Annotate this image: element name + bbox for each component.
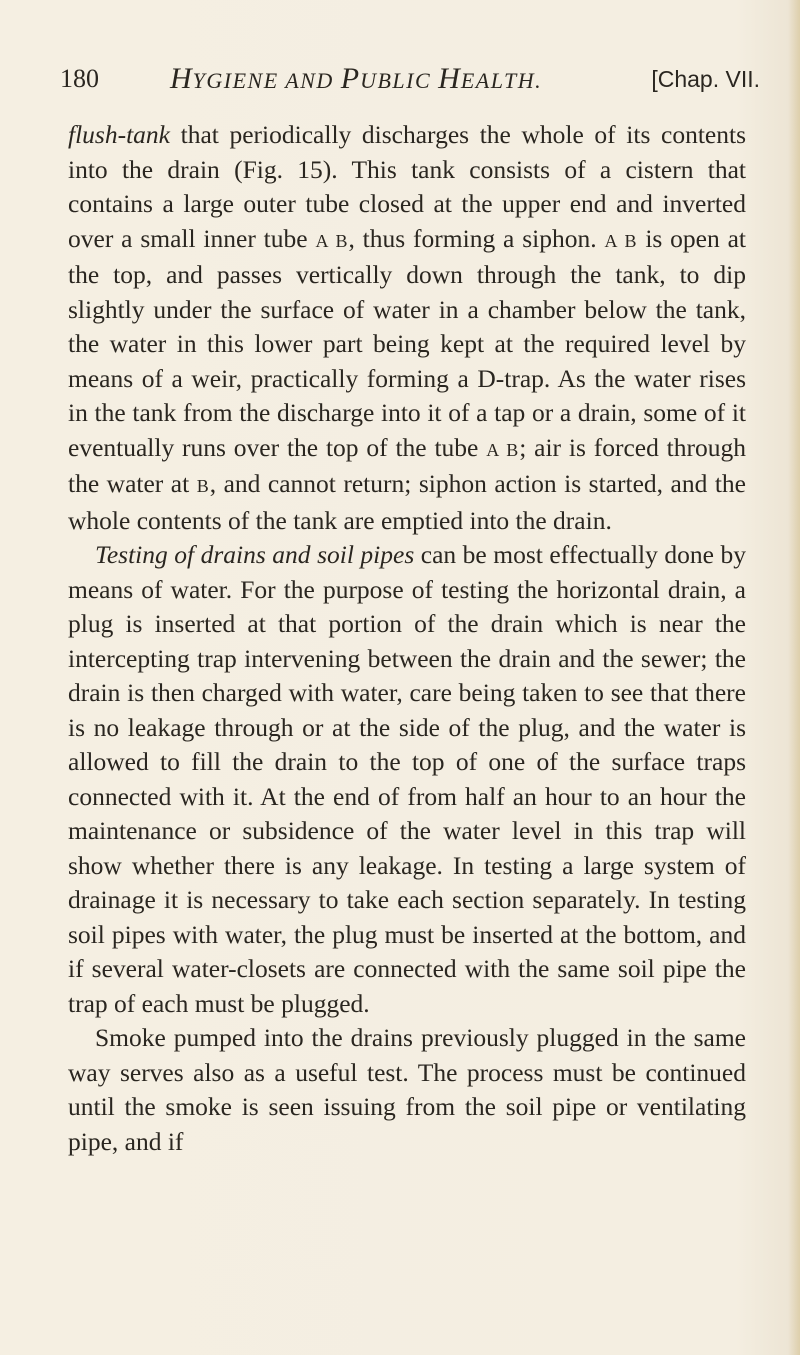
running-title: HYGIENE AND PUBLIC HEALTH. <box>170 62 543 95</box>
paragraph-flush-tank: flush-tank that periodically discharges the whole of its contents into the drain (Fig. 15). This tank consists of a cistern that contains a large outer tube closed at the upper end and inverted over a small inner tube A B, thus forming a siphon. A B is open at the top, and passes vertically down through the tank, to dip slightly under the surface of water in a chamber below the tank, the water in this lower part being kept at the required level by means of a weir, practically forming a D-trap. As the water rises in the tank from the discharge into it of a tap or a drain, some of it eventually runs over the top of the tube A B; air is forced through the water at B, and cannot return; siphon action is started, and the whole contents of the tank are emptied into the drain. <box>68 120 747 535</box>
running-header <box>60 58 760 98</box>
paragraph-testing: Testing of drains and soil pipes can be most effectually done by means of water. For the purpose of testing the horizontal drain, a plug is inserted at that portion of the drain which is near the intercepting trap intervening between the drain and the sewer; the drain is then charged with water, care being taken to see that there is no leakage through or at the side of the plug, and the water is allowed to fill the drain to the top of one of the surface traps connected with it. At the end of from half an hour to an hour the maintenance or subsidence of the water level in this trap will show whether there is any leakage. In testing a large system of drainage it is necessary to take each section separately. In testing soil pipes with water, the plug must be inserted at the bottom, and if several water-closets are connected with the same soil pipe the trap of each must be plugged. <box>68 540 746 1018</box>
page-number: 180 <box>60 64 99 93</box>
term-flush-tank: flush-tank <box>68 120 170 149</box>
term-testing-drains: Testing of drains and soil pipes <box>95 540 415 569</box>
page-edge-shadow <box>788 0 800 1355</box>
chapter-label: [Chap. VII. <box>651 66 760 92</box>
paragraph-smoke-test: Smoke pumped into the drains previously plugged in the same way serves also as a useful test. The process must be continued until the smoke is seen issuing from the soil pipe or ventilating pipe, and if <box>68 1023 746 1156</box>
body-text <box>68 118 746 1159</box>
